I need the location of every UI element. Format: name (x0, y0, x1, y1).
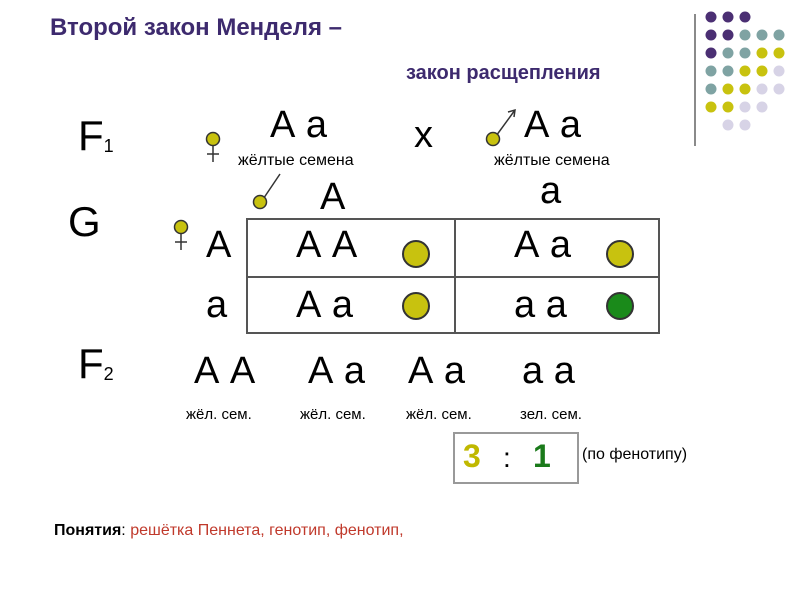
f1-female-genotype: А а (270, 104, 328, 146)
gamete-female-a: а (206, 284, 228, 326)
label-f2 (78, 340, 114, 388)
f2-phenotype: жёл. сем. (186, 406, 252, 423)
gamete-male-a: а (540, 170, 562, 212)
yellow-seed-icon (402, 292, 430, 320)
f2-genotype: А А (194, 350, 256, 392)
punnett-cell-genotype: А а (296, 284, 354, 326)
f1-male-phenotype: жёлтые семена (494, 152, 610, 169)
f2-phenotype: жёл. сем. (300, 406, 366, 423)
punnett-cell-genotype: а а (514, 284, 567, 326)
concepts-line (54, 522, 404, 540)
male-symbol-icon (252, 172, 286, 212)
label-f2-letter: F (78, 340, 104, 387)
f2-genotype: А а (408, 350, 466, 392)
punnett-cell-genotype: А а (514, 224, 572, 266)
ratio-colon: : (503, 442, 511, 473)
green-seed-icon (606, 292, 634, 320)
decorative-divider (694, 14, 696, 146)
cross-symbol: х (414, 114, 433, 156)
label-f1-letter: F (78, 112, 104, 159)
f2-phenotype: жёл. сем. (406, 406, 472, 423)
f2-genotype: А а (308, 350, 366, 392)
f2-phenotype: зел. сем. (520, 406, 582, 423)
f1-male-genotype: А а (524, 104, 582, 146)
decorative-dots (700, 10, 800, 140)
gamete-female-A: А (206, 224, 232, 266)
gamete-male-A: А (320, 176, 346, 218)
female-symbol-icon (172, 218, 192, 254)
female-symbol-icon (204, 130, 224, 166)
page-title: Второй закон Менделя – (50, 14, 343, 41)
punnett-square (246, 218, 660, 334)
yellow-seed-icon (606, 240, 634, 268)
punnett-divider-horizontal (248, 276, 658, 278)
male-symbol-icon (484, 106, 518, 148)
f2-genotype: а а (522, 350, 575, 392)
concepts-label: Понятия (54, 522, 122, 539)
ratio-dominant: 3 (463, 438, 481, 474)
ratio-recessive: 1 (533, 438, 551, 474)
label-g: G (68, 198, 101, 245)
concepts-colon: : (121, 522, 126, 539)
ratio-box (453, 432, 579, 484)
label-f1-subscript: 1 (103, 136, 114, 156)
punnett-cell-genotype: А А (296, 224, 358, 266)
concepts-items: решётка Пеннета, генотип, фенотип, (130, 522, 404, 539)
page-subtitle: закон расщепления (406, 62, 601, 84)
label-f1 (78, 112, 114, 160)
f1-female-phenotype: жёлтые семена (238, 152, 354, 169)
ratio-note: (по фенотипу) (582, 446, 688, 463)
label-f2-subscript: 2 (103, 364, 114, 384)
yellow-seed-icon (402, 240, 430, 268)
